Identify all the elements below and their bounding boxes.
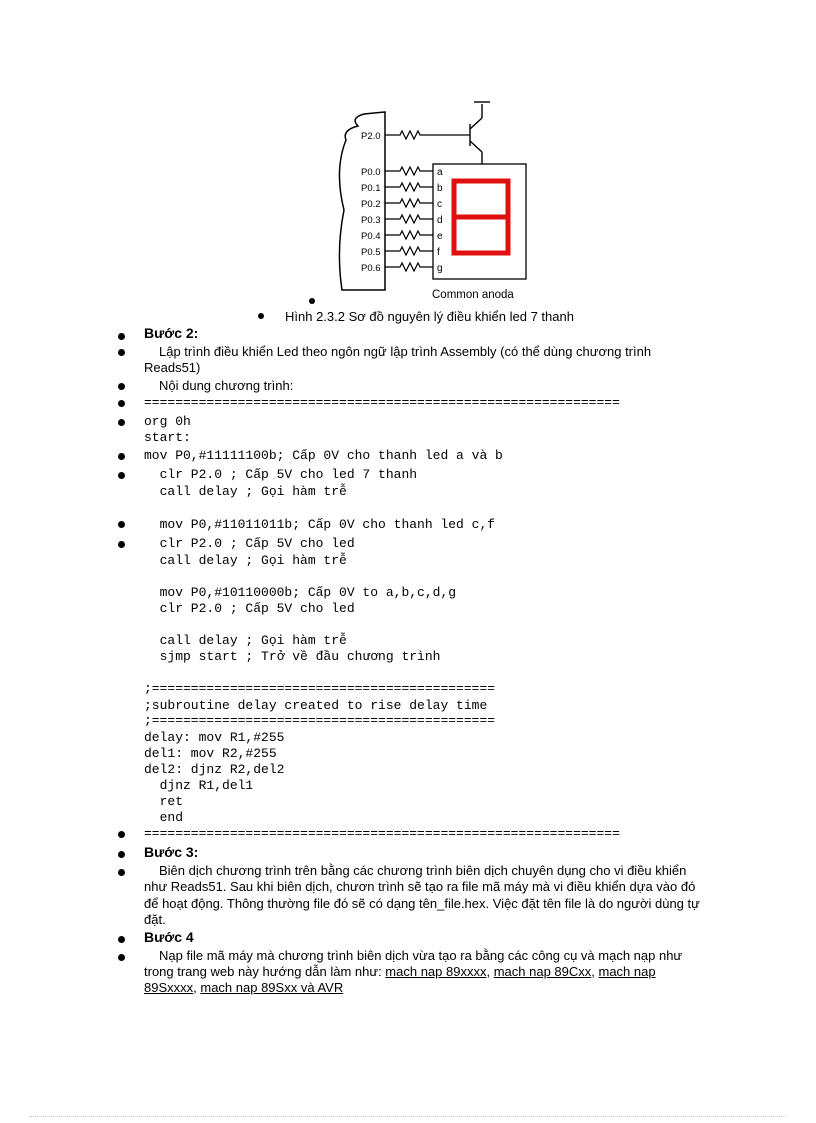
bullet bbox=[118, 400, 125, 407]
segment-letter: g bbox=[437, 263, 443, 274]
code-line: org 0h bbox=[144, 414, 191, 429]
pin-label: P2.0 bbox=[361, 131, 381, 142]
link-mach-nap-89xxxx[interactable]: mach nap 89xxxx bbox=[385, 964, 487, 979]
segment-letter: b bbox=[437, 183, 443, 194]
code-line: mov P0,#10110000b; Cấp 0V to a,b,c,d,g bbox=[144, 585, 457, 600]
code-separator: ;============================================ bbox=[144, 681, 496, 696]
segment-letter: e bbox=[437, 231, 443, 242]
code-line: ;subroutine delay created to rise delay time bbox=[144, 698, 488, 713]
segment-letter: c bbox=[437, 199, 442, 210]
bullet bbox=[118, 851, 125, 858]
pin-label: P0.2 bbox=[361, 199, 381, 210]
code-separator: ============================================================= bbox=[144, 395, 620, 410]
step4-heading: Bước 4 bbox=[144, 929, 194, 945]
bullet bbox=[118, 472, 125, 479]
link-mach-nap-89sxx-avr[interactable]: mach nap 89Sxx và AVR bbox=[200, 980, 344, 995]
step2-line: Nội dung chương trình: bbox=[159, 378, 294, 393]
comma: , bbox=[486, 964, 494, 979]
step2-line: Reads51) bbox=[144, 360, 201, 375]
page-bottom-divider bbox=[30, 1116, 786, 1117]
pin-label: P0.0 bbox=[361, 167, 381, 178]
bullet bbox=[118, 383, 125, 390]
pin-label: P0.3 bbox=[361, 215, 381, 226]
comma: , bbox=[591, 964, 599, 979]
code-line: sjmp start ; Trở về đầu chương trình bbox=[144, 649, 441, 664]
code-line: del1: mov R2,#255 bbox=[144, 746, 277, 761]
step2-heading: Bước 2: bbox=[144, 325, 199, 341]
code-line: clr P2.0 ; Cấp 5V cho led 7 thanh bbox=[144, 467, 418, 482]
comma: , bbox=[193, 980, 201, 995]
segment-letter: f bbox=[437, 247, 440, 258]
bullet bbox=[118, 349, 125, 356]
code-line: delay: mov R1,#255 bbox=[144, 730, 285, 745]
code-line: mov P0,#11111100b; Cấp 0V cho thanh led a và b bbox=[144, 448, 503, 463]
link-mach-nap-89cxx[interactable]: mach nap 89Cxx bbox=[493, 964, 592, 979]
step3-line: như Reads51. Sau khi biên dịch, chươn trình sẽ tạo ra file mã máy mà vi điều khiển dựa vào đó bbox=[144, 879, 696, 894]
code-separator: ============================================================= bbox=[144, 826, 620, 841]
bullet bbox=[118, 869, 125, 876]
bullet bbox=[118, 333, 125, 340]
bullet bbox=[118, 831, 125, 838]
pin-label: P0.5 bbox=[361, 247, 381, 258]
code-line: end bbox=[144, 810, 184, 825]
segment-letter: d bbox=[437, 215, 443, 226]
base-resistor-icon bbox=[385, 131, 470, 139]
step3-line: Biên dịch chương trình trên bằng các chương trình biên dịch chuyên dụng cho vi điều khiển bbox=[159, 863, 687, 878]
pin-label: P0.6 bbox=[361, 263, 381, 274]
link-mach-nap-89sxxxx[interactable]: mach nap bbox=[598, 964, 656, 979]
step4-line: Nạp file mã máy mà chương trình biên dịch vừa tạo ra bằng các công cụ và mạch nạp như bbox=[159, 948, 683, 963]
bullet bbox=[118, 936, 125, 943]
step3-line: đặt. bbox=[144, 912, 166, 927]
segment-letter: a bbox=[437, 167, 443, 178]
circuit-figure bbox=[330, 100, 540, 305]
code-line: del2: djnz R2,del2 bbox=[144, 762, 285, 777]
step2-line: Lập trình điều khiển Led theo ngôn ngữ lập trình Assembly (có thể dùng chương trình bbox=[159, 344, 652, 359]
step4-line bbox=[144, 964, 656, 980]
segment-resistors-icon bbox=[385, 167, 433, 271]
bullet bbox=[118, 521, 125, 528]
code-line: ret bbox=[144, 794, 184, 809]
code-line: start: bbox=[144, 430, 191, 445]
pnp-transistor-icon bbox=[470, 102, 490, 164]
link-mach-nap-89sxxxx-cont[interactable]: 89Sxxxx bbox=[144, 980, 194, 995]
bullet bbox=[118, 453, 125, 460]
code-line: call delay ; Gọi hàm trễ bbox=[144, 553, 347, 568]
code-line: call delay ; Gọi hàm trễ bbox=[144, 633, 347, 648]
bullet bbox=[118, 541, 125, 548]
pin-label: P0.1 bbox=[361, 183, 381, 194]
bullet bbox=[118, 954, 125, 961]
figure-caption: Hình 2.3.2 Sơ đồ nguyên lý điều khiển led 7 thanh bbox=[285, 309, 574, 324]
code-line: clr P2.0 ; Cấp 5V cho led bbox=[144, 536, 355, 551]
code-line: djnz R1,del1 bbox=[144, 778, 254, 793]
pin-label: P0.4 bbox=[361, 231, 381, 242]
code-line: mov P0,#11011011b; Cấp 0V cho thanh led c,f bbox=[144, 517, 496, 532]
code-line: clr P2.0 ; Cấp 5V cho led bbox=[144, 601, 355, 616]
seven-segment-schematic bbox=[330, 100, 540, 305]
step3-heading: Bước 3: bbox=[144, 844, 199, 860]
stray-bullet bbox=[309, 298, 315, 304]
bullet bbox=[118, 419, 125, 426]
step4-line bbox=[144, 980, 343, 996]
step4-line-prefix: trong trang web này hướng dẫn làm như: bbox=[144, 964, 386, 979]
common-anode-label: Common anoda bbox=[432, 289, 514, 301]
code-separator: ;============================================ bbox=[144, 713, 496, 728]
step3-line: để hoạt động. Thông thường file đó sẽ có dạng tên_file.hex. Việc đặt tên file là do người dùng tự bbox=[144, 896, 700, 911]
caption-bullet bbox=[258, 313, 264, 319]
code-line: call delay ; Gọi hàm trễ bbox=[144, 484, 347, 499]
